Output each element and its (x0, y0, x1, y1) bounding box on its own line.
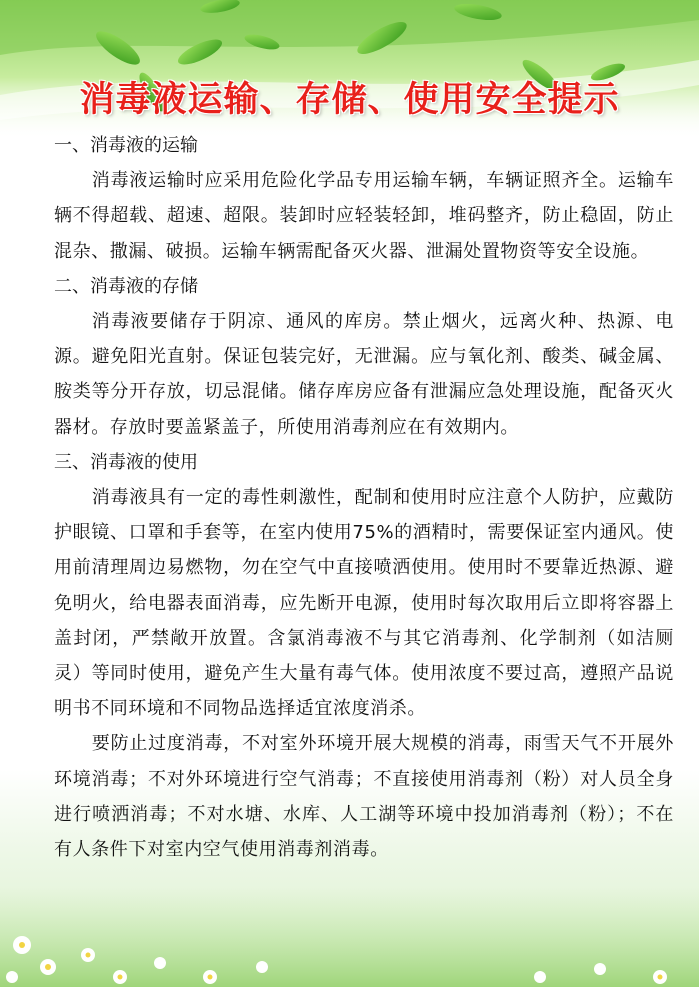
page-title: 消毒液运输、存储、使用安全提示 (79, 80, 620, 120)
section-paragraph: 消毒液具有一定的毒性刺激性，配制和使用时应注意个人防护，应戴防护眼镜、口罩和手套等，在室内使用75%的酒精时，需要保证室内通风。使用前清理周边易燃物，勿在空气中直接喷洒使用。使用时不要靠近热源、避免明火，给电器表面消毒，应先断开电源，使用时每次取用后立即将容器上盖封闭，严禁敞开放置。含氯消毒液不与其它消毒剂、化学制剂（如洁厕灵）等同时使用，避免产生大量有毒气体。使用浓度不要过高，遵照产品说明书不同环境和不同物品选择适宜浓度消杀。 (54, 487, 674, 720)
notice-content (54, 128, 674, 867)
section-paragraph: 要防止过度消毒，不对室外环境开展大规模的消毒，雨雪天气不开展外环境消毒；不对外环境进行空气消毒；不直接使用消毒剂（粉）对人员全身进行喷洒消毒；不对水塘、水库、人工湖等环境中投加消毒剂（粉）；不在有人条件下对室内空气使用消毒剂消毒。 (54, 733, 674, 861)
section-paragraph: 消毒液要储存于阴凉、通风的库房。禁止烟火，远离火种、热源、电源。避免阳光直射。保证包装完好，无泄漏。应与氧化剂、酸类、碱金属、胺类等分开存放，切忌混储。储存库房应备有泄漏应急处理设施，配备灭火器材。存放时要盖紧盖子，所使用消毒剂应在有效期内。 (54, 311, 674, 438)
section-storage (54, 269, 674, 445)
section-heading: 一、消毒液的运输 (54, 135, 198, 156)
section-transport (54, 128, 674, 269)
section-paragraph: 消毒液运输时应采用危险化学品专用运输车辆，车辆证照齐全。运输车辆不得超载、超速、超限。装卸时应轻装轻卸，堆码整齐，防止稳固，防止混杂、撒漏、破损。运输车辆需配备灭火器、泄漏处置物资等安全设施。 (54, 170, 674, 262)
section-heading: 三、消毒液的使用 (54, 451, 198, 473)
section-usage (54, 445, 674, 867)
section-heading: 二、消毒液的存储 (54, 275, 198, 297)
